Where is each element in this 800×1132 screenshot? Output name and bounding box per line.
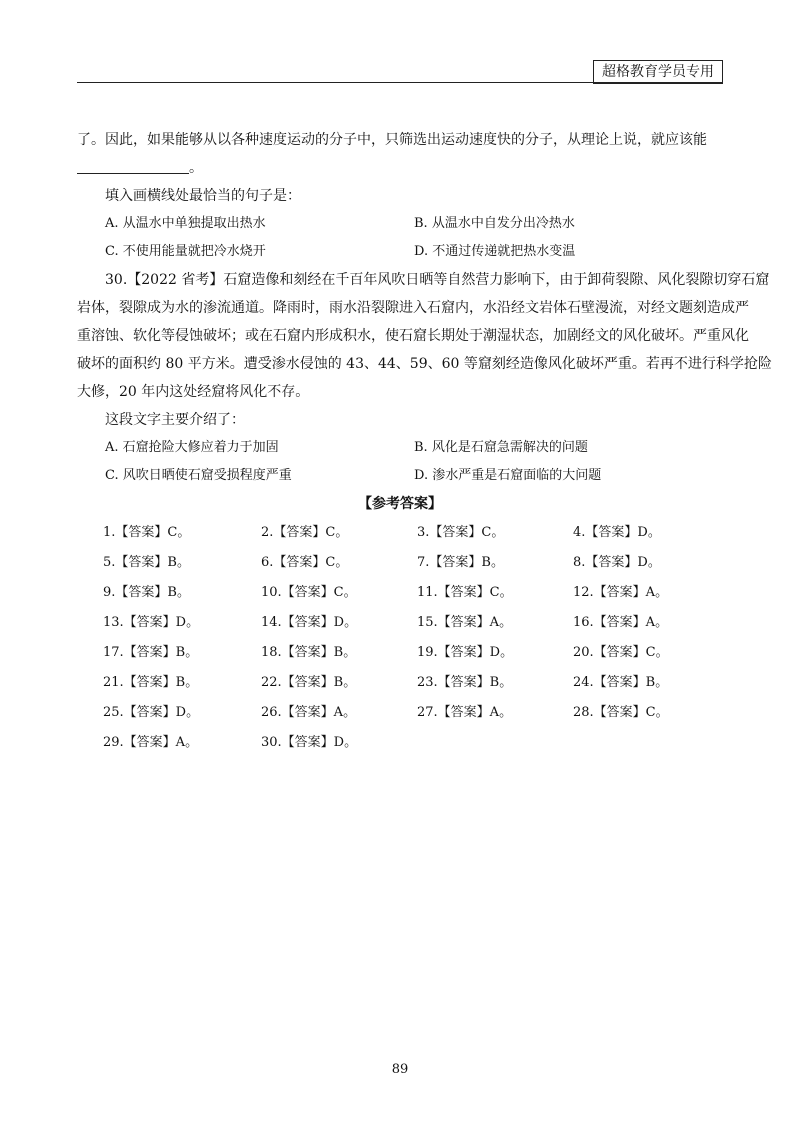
answers-title: 【参考答案】 [358, 496, 442, 512]
q30-options-row-1 [77, 434, 723, 462]
q30-line-3: 重溶蚀、软化等侵蚀破坏；或在石窟内形成积水，使石窟长期处于潮湿状态，加剧经文的风化破坏。严重风化 [77, 328, 749, 344]
answer-item: 6.【答案】C。 [261, 555, 349, 570]
q30-prompt: 这段文字主要介绍了： [105, 412, 245, 428]
answer-item: 19.【答案】D。 [417, 645, 514, 660]
q30-option-d: D. 渗水严重是石窟面临的大问题 [414, 468, 602, 483]
q29-line-1: 了。因此，如果能够从以各种速度运动的分子中，只筛选出运动速度快的分子，从理论上说，就应该能 [77, 132, 707, 148]
answer-item: 2.【答案】C。 [261, 525, 349, 540]
q30-line-4: 破坏的面积约 80 平方米。遭受渗水侵蚀的 43、44、59、60 等窟刻经造像风化破坏严重。若再不进行科学抢险 [77, 356, 772, 372]
answer-item: 15.【答案】A。 [417, 615, 513, 630]
answer-item: 26.【答案】A。 [261, 705, 357, 720]
answer-item: 28.【答案】C。 [573, 705, 669, 720]
q29-options-row-1 [77, 210, 723, 238]
answer-item: 29.【答案】A。 [103, 735, 199, 750]
answer-item: 30.【答案】D。 [261, 735, 358, 750]
q30-options-row-2 [77, 462, 723, 490]
answer-item: 25.【答案】D。 [103, 705, 200, 720]
q29-option-b: B. 从温水中自发分出冷热水 [414, 216, 575, 231]
q30-option-b: B. 风化是石窟急需解决的问题 [414, 440, 588, 455]
q29-prompt: 填入画横线处最恰当的句子是： [105, 188, 301, 204]
answer-item: 3.【答案】C。 [417, 525, 505, 540]
q30-line-2: 岩体，裂隙成为水的渗流通道。降雨时，雨水沿裂隙进入石窟内，水沿经文岩体石壁漫流，对经文题刻造成严 [77, 300, 749, 316]
answer-item: 20.【答案】C。 [573, 645, 669, 660]
q30-option-c: C. 风吹日晒使石窟受损程度严重 [105, 468, 292, 483]
q30-line-5: 大修，20 年内这处经窟将风化不存。 [77, 384, 310, 400]
q30-option-a: A. 石窟抢险大修应着力于加固 [105, 440, 279, 455]
answer-item: 11.【答案】C。 [417, 585, 513, 600]
q29-option-c: C. 不使用能量就把冷水烧开 [105, 244, 266, 259]
q29-line-2 [77, 154, 723, 182]
q30-line-1: 30.【2022 省考】石窟造像和刻经在千百年风吹日晒等自然营力影响下，由于卸荷裂隙、风化裂隙切穿石窟 [105, 272, 770, 288]
answer-item: 23.【答案】B。 [417, 675, 513, 690]
answer-item: 24.【答案】B。 [573, 675, 669, 690]
answer-item: 5.【答案】B。 [103, 555, 190, 570]
answer-blank [77, 157, 189, 174]
answer-item: 16.【答案】A。 [573, 615, 669, 630]
header-rule [77, 82, 723, 83]
answer-item: 4.【答案】D。 [573, 525, 661, 540]
q29-option-a: A. 从温水中单独提取出热水 [105, 216, 266, 231]
answer-item: 21.【答案】B。 [103, 675, 199, 690]
answer-item: 8.【答案】D。 [573, 555, 661, 570]
answers-grid [77, 518, 723, 758]
answer-item: 10.【答案】C。 [261, 585, 357, 600]
page-content [77, 126, 772, 758]
header-stamp: 超格教育学员专用 [593, 60, 723, 84]
answer-item: 17.【答案】B。 [103, 645, 199, 660]
q29-option-d: D. 不通过传递就把热水变温 [414, 244, 576, 259]
answer-item: 18.【答案】B。 [261, 645, 357, 660]
q29-options-row-2 [77, 238, 723, 266]
answer-item: 7.【答案】B。 [417, 555, 504, 570]
answer-item: 14.【答案】D。 [261, 615, 358, 630]
answer-item: 27.【答案】A。 [417, 705, 513, 720]
q29-line-2-end: 。 [189, 160, 203, 176]
answer-item: 1.【答案】C。 [103, 525, 191, 540]
page-number: 89 [391, 1062, 409, 1077]
answer-item: 22.【答案】B。 [261, 675, 357, 690]
answer-item: 9.【答案】B。 [103, 585, 190, 600]
answer-item: 12.【答案】A。 [573, 585, 669, 600]
answer-item: 13.【答案】D。 [103, 615, 200, 630]
